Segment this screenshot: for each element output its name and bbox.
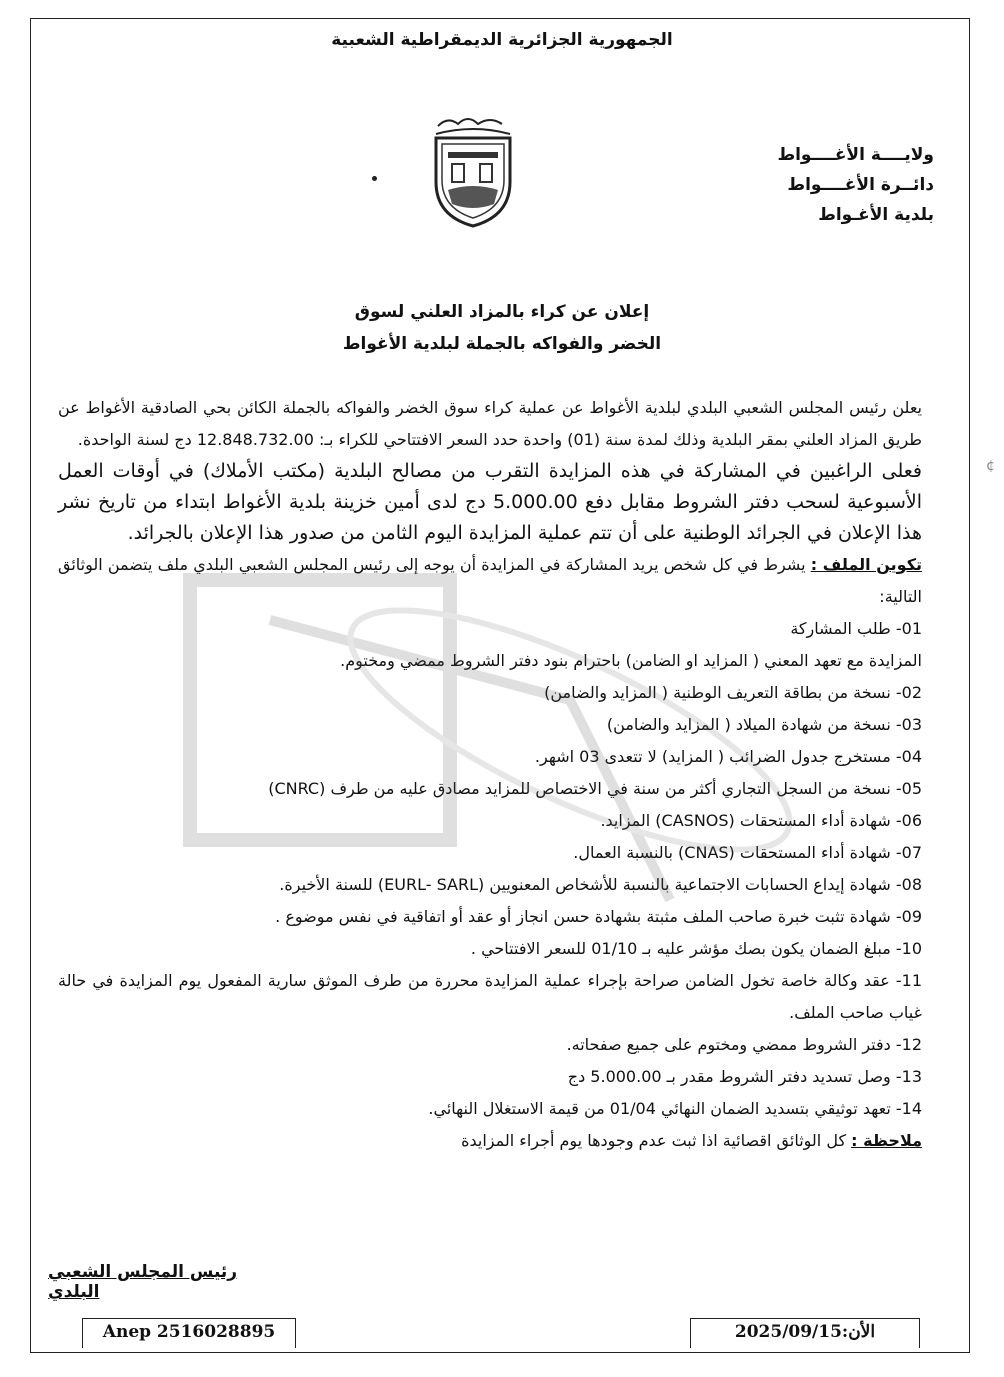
admin-line-commune: بلدية الأغـواط — [818, 205, 934, 225]
document-item: 08- شهادة إيداع الحسابات الاجتماعية بالنسبة للأشخاص المعنويين (EURL- SARL) للسنة الأخيرة. — [279, 875, 922, 894]
date-label: الأن: — [841, 1322, 876, 1342]
margin-mark: ¢ — [986, 458, 995, 474]
municipal-seal-icon — [428, 112, 518, 230]
signature-title: رئيس المجلس الشعبي البلدي — [48, 1262, 238, 1302]
file-intro: يشرط في كل شخص يريد المشاركة في المزايدة أن يوجه إلى رئيس المجلس الشعبي البلدي ملف يتضمن الوثائق التالية: — [58, 555, 922, 606]
document-item: 11- عقد وكالة خاصة تخول الضامن صراحة بإجراء عملية المزايدة محررة من طرف الموثق سارية المفعول يوم المزايدة في حالة غياب صاحب الملف. — [58, 971, 922, 1022]
date-value: 2025/09/15 — [734, 1322, 842, 1342]
document-item: 10- مبلغ الضمان يكون بصك مؤشر عليه بـ 01/10 للسعر الافتتاحي . — [470, 939, 922, 958]
participation-paragraph: فعلى الراغبين في المشاركة في هذه المزايدة التقرب من مصالح البلدية (مكتب الأملاك) في أوقات العمل الأسبوعية لسحب دفتر الشروط مقابل دفع 5.000.00 دج لدى أمين خزينة بلدية الأغواط ابتداء من تاريخ نشر هذا الإعلان في الجرائد الوطنية على أن تتم عملية المزايدة اليوم الثامن من صدور هذا الإعلان بالجرائد. — [58, 460, 922, 544]
document-item: 02- نسخة من بطاقة التعريف الوطنية ( المزايد والضامن) — [544, 683, 922, 702]
announcement-title — [200, 296, 804, 360]
date-box — [690, 1318, 920, 1348]
document-item: المزايدة مع تعهد المعني ( المزايد او الضامن) باحترام بنود دفتر الشروط ممضي ومختوم. — [340, 651, 922, 670]
republic-heading: الجمهورية الجزائرية الديمقراطية الشعبية — [331, 30, 673, 50]
document-item: 03- نسخة من شهادة الميلاد ( المزايد والضامن) — [606, 715, 922, 734]
title-line-2: الخضر والفواكه بالجملة لبلدية الأغواط — [342, 334, 662, 354]
document-item: 07- شهادة أداء المستحقات (CNAS) بالنسبة العمال. — [573, 843, 922, 862]
document-item: 04- مستخرج جدول الضرائب ( المزايد) لا تتعدى 03 اشهر. — [534, 747, 922, 766]
announcement-body — [58, 392, 922, 1157]
file-label: تكوين الملف : — [810, 555, 923, 574]
note-label: ملاحظة : — [851, 1131, 922, 1150]
anep-reference-box: Anep 2516028895 — [82, 1318, 296, 1348]
document-item: 09- شهادة تثبت خبرة صاحب الملف مثبتة بشهادة حسن انجاز أو عقد أو اتفاقية في نفس موضوع . — [275, 907, 922, 926]
intro-paragraph: يعلن رئيس المجلس الشعبي البلدي لبلدية الأغواط عن عملية كراء سوق الخضر والفواكه بالجملة الكائن بحي الصادقية الأغواط عن طريق المزاد العلني بمقر البلدية وذلك لمدة سنة (01) واحدة حدد السعر الافتتاحي للكراء بـ: 12.848.732.00 دج لسنة الواحدة. — [58, 398, 922, 449]
document-item: 01- طلب المشاركة — [790, 619, 922, 638]
admin-line-wilaya: ولايــــة الأغــــواط — [777, 145, 934, 165]
administration-block — [684, 140, 934, 230]
document-item: 05- نسخة من السجل التجاري أكثر من سنة في الاختصاص للمزايد مصادق عليه من طرف (CNRC) — [268, 779, 922, 798]
document-item: 14- تعهد توثيقي بتسديد الضمان النهائي 01/04 من قيمة الاستغلال النهائي. — [428, 1099, 922, 1118]
note — [58, 1125, 922, 1157]
dot-mark — [372, 176, 377, 181]
admin-line-daira: دائــرة الأغــــواط — [787, 175, 934, 195]
note-text: كل الوثائق اقصائية اذا ثبت عدم وجودها يوم أجراء المزايدة — [461, 1131, 847, 1150]
document-item: 12- دفتر الشروط ممضي ومختوم على جميع صفحاته. — [566, 1035, 922, 1054]
title-line-1: إعلان عن كراء بالمزاد العلني لسوق — [354, 302, 650, 322]
file-composition — [58, 549, 922, 613]
document-item: 06- شهادة أداء المستحقات (CASNOS) المزايد. — [600, 811, 922, 830]
document-item: 13- وصل تسديد دفتر الشروط مقدر بـ 5.000.00 دج — [567, 1067, 922, 1086]
